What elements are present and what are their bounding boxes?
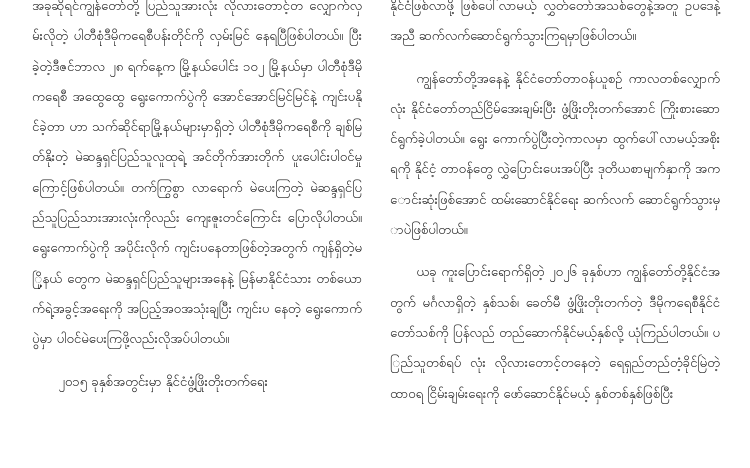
left-column — [32, 0, 362, 410]
right-column — [390, 0, 720, 422]
left-paragraph-2: ၂၀၁၅ ခုနှစ်အတွင်းမှာ နိုင်ငံဖွံ့ဖြိုးတိုးတက်ရေး — [58, 374, 268, 390]
right-paragraph-1: နိုင်ငံဖြစ်လာဖို့ ဖြစ်ပေါ်လာမယ့် လွှတ်တော်အသစ်တွေနဲ့အတူ ဥပဒေနဲ့အညီ ဆက်လက်ဆောင်ရွက်သွားကြရမှာဖြစ်ပါတယ်။ — [390, 0, 720, 45]
right-paragraph-3: ယခု ကူးပြောင်းရောက်ရှိတဲ့ ၂၀၂၆ ခုနှစ်ဟာ ကျွန်တော်တို့နိုင်ငံအတွက် မင်္ဂလာရှိတဲ့ နှစ်သစ်၊ ခေတ်မီ ဖွံ့ဖြိုးတိုးတက်တဲ့ ဒီမိုကရေစီနိုင်ငံတော်သစ်ကို ပြန်လည် တည်ဆောက်နိုင်မယ့်နှစ်လို့ ယုံကြည်ပါတယ်။ ပြည်သူတစ်ရပ် လုံး လိုလားတောင့်တနေတဲ့ ရေရှည်တည်တံ့ခိုင်မြဲတဲ့ ထာဝရ ငြိမ်းချမ်းရေးကို ဖော်ဆောင်နိုင်မယ့် နှစ်တစ်နှစ်ဖြစ်ပြီး — [390, 265, 720, 402]
left-paragraph-1: အခုဆိုရင်ကျွန်တော်တို့ ပြည်သူအားလုံး လိုလားတောင့်တ လျှောက်လှမ်းလိုတဲ့ ပါတီစုံဒီမိုကရေစီပန်းတိုင်ကို လှမ်းမြင် နေရပြီဖြစ်ပါတယ်။ ပြီးခဲ့တဲ့ဒီဇင်ဘာလ ၂၈ ရက်နေ့က မြို့နယ်ပေါင်း ၁၀၂ မြို့နယ်မှာ ပါတီစုံဒီမိုကရေစီ အထွေထွေ ရွေးကောက်ပွဲကို အောင်အောင်မြင်မြင်နဲ့ ကျင်းပနိုင်ခဲ့တာ ဟာ သက်ဆိုင်ရာမြို့နယ်များမှာရှိတဲ့ ပါတီစုံဒီမိုကရေစီကို ချစ်မြတ်နိုးတဲ့ မဲဆန္ဒရှင်ပြည်သူလူထုရဲ့ အင်တိုက်အားတိုက် ပူးပေါင်းပါဝင်မှုကြောင့်ဖြစ်ပါတယ်။ တက်ကြွစွာ လာရောက် မဲပေးကြတဲ့ မဲဆန္ဒရှင်ပြည်သူပြည်သားအားလုံးကိုလည်း ကျေးဇူးတင်ကြောင်း ပြောလိုပါတယ်။ ရွေးကောက်ပွဲကို အပိုင်းလိုက် ကျင်းပနေတာဖြစ်တဲ့အတွက် ကျန်ရှိတဲ့မြို့နယ် တွေက မဲဆန္ဒရှင်ပြည်သူများအနေနဲ့ မြန်မာနိုင်ငံသား တစ်ယောက်ရဲ့အခွင့်အရေးကို အပြည့်အဝအသုံးချပြီး ကျင်းပ နေတဲ့ ရွေးကောက်ပွဲမှာ ပါဝင်မဲပေးကြဖို့လည်းလိုအပ်ပါတယ်။ — [32, 0, 362, 348]
right-paragraph-2: ကျွန်တော်တို့အနေနဲ့ နိုင်ငံတော်တာဝန်ယူစဉ် ကာလတစ်လျှောက်လုံး နိုင်ငံတော်တည်ငြိမ်အေးချမ်းပြီး ဖွံ့ဖြိုးတိုးတက်အောင် ကြိုးစားဆောင်ရွက်ခဲ့ပါတယ်။ ရွေး ကောက်ပွဲပြီးတဲ့ကာလမှာ ထွက်ပေါ်လာမယ့်အစိုးရကို နိုင်ငံ့ တာဝန်တွေ လွှဲပြောင်းပေးအပ်ပြီး ဒုတိယစာမျက်နှာကို အကောင်းဆုံးဖြစ်အောင် ထမ်းဆောင်နိုင်ရေး ဆက်လက် ဆောင်ရွက်သွားမှာပဲဖြစ်ပါတယ်။ — [390, 71, 720, 239]
